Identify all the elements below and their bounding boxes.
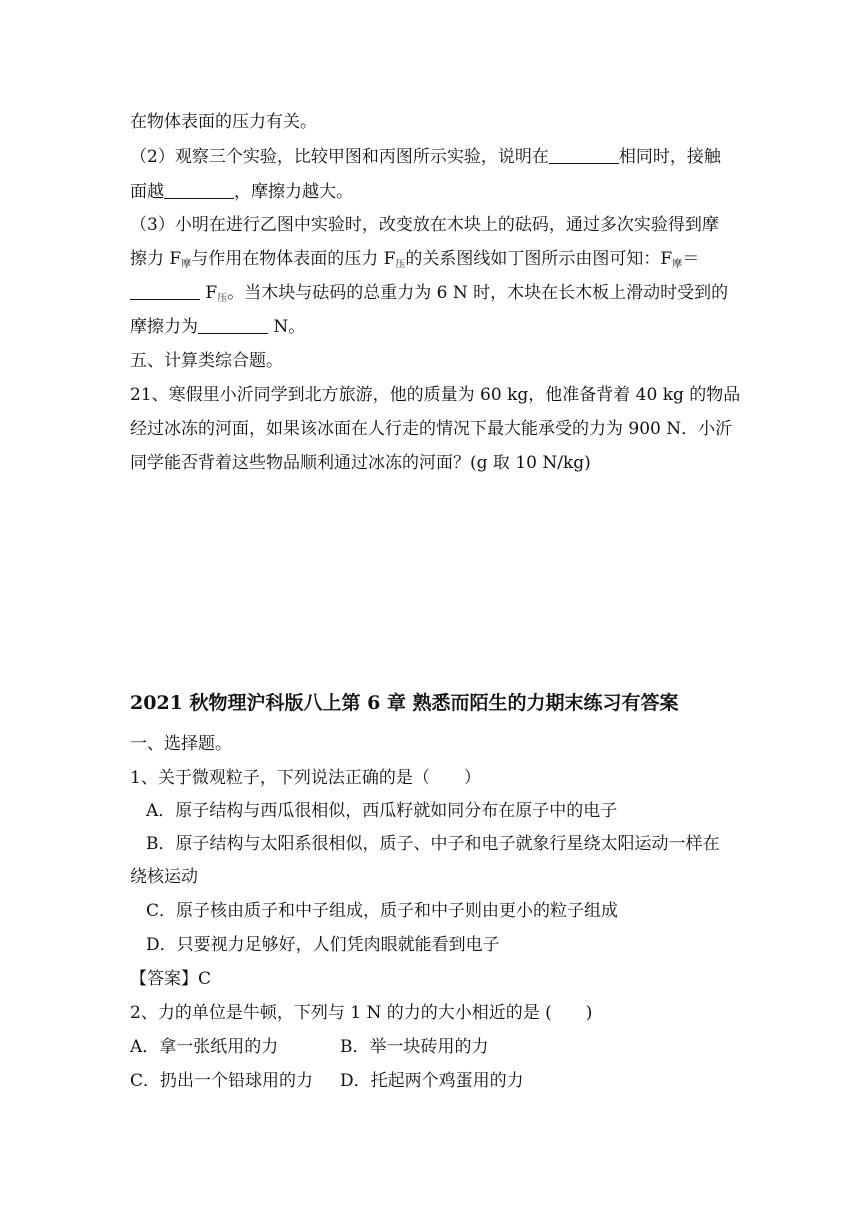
text-line xyxy=(130,111,740,133)
question-3-line xyxy=(130,248,740,270)
text-fragment: 【答案】C xyxy=(130,969,212,989)
option-b-continued xyxy=(130,866,740,888)
text-fragment: ，摩擦力越大。 xyxy=(234,182,353,202)
subscript: 摩 xyxy=(181,259,192,270)
text-fragment: 与作用在物体表面的压力 F xyxy=(191,249,396,269)
text-fragment: C．原子核由质子和中子组成，质子和中子则由更小的粒子组成 xyxy=(146,901,619,921)
text-fragment: N。 xyxy=(268,317,306,337)
text-fragment: 摩擦力为 xyxy=(130,317,198,337)
section-heading xyxy=(130,350,740,372)
subscript: 压 xyxy=(217,293,228,304)
question-3-line xyxy=(130,282,740,304)
text-fragment: 的关系图线如丁图所示由图可知：F xyxy=(405,249,673,269)
subscript: 摩 xyxy=(672,259,683,270)
text-fragment: 同学能否背着这些物品顺利通过冰冻的河面？(g 取 10 N/kg) xyxy=(130,453,591,473)
option-a xyxy=(146,800,756,822)
question-21-line xyxy=(130,384,740,406)
document-title xyxy=(130,690,750,716)
options-row xyxy=(130,1070,740,1092)
option-c xyxy=(146,900,756,922)
text-fragment: ＝ xyxy=(682,249,700,269)
text-fragment: （3）小明在进行乙图中实验时，改变放在木块上的砝码，通过多次实验得到摩 xyxy=(130,215,719,235)
question-2-line xyxy=(130,181,740,203)
question-3-line xyxy=(130,214,740,236)
text-fragment: 21、寒假里小沂同学到北方旅游，他的质量为 60 kg，他准备背着 40 kg 的物品 xyxy=(130,385,741,405)
answer-blank xyxy=(549,147,619,164)
question-21-line xyxy=(130,452,740,474)
text-fragment: 绕核运动 xyxy=(130,867,198,887)
text-fragment: 面越 xyxy=(130,182,164,202)
question-21-line xyxy=(130,418,740,440)
answer-line xyxy=(130,968,740,990)
options-row xyxy=(130,1036,740,1058)
option-c: C．扔出一个铅球用的力 xyxy=(130,1071,314,1091)
question-1-stem xyxy=(130,767,740,789)
text-fragment: 五、计算类综合题。 xyxy=(130,351,283,371)
text-fragment: 在物体表面的压力有关。 xyxy=(130,112,317,132)
title-text: 2021 秋物理沪科版八上第 6 章 熟悉而陌生的力期末练习有答案 xyxy=(130,692,679,714)
question-2-line xyxy=(130,146,740,168)
text-fragment: 2、力的单位是牛顿，下列与 1 N 的力的大小相近的是 ( ) xyxy=(130,1003,593,1023)
text-fragment: 1、关于微观粒子，下列说法正确的是（ ） xyxy=(130,768,481,788)
question-2-stem xyxy=(130,1002,740,1024)
option-b xyxy=(146,833,756,855)
option-b: B．举一块砖用的力 xyxy=(340,1037,489,1057)
answer-blank xyxy=(164,182,234,199)
option-d xyxy=(146,934,756,956)
answer-blank xyxy=(130,283,200,300)
text-fragment: （2）观察三个实验，比较甲图和丙图所示实验，说明在 xyxy=(130,147,549,167)
subscript: 压 xyxy=(395,259,406,270)
question-3-line xyxy=(130,316,740,338)
text-fragment: 擦力 F xyxy=(130,249,182,269)
text-fragment: 。当木块与砝码的总重力为 6 N 时，木块在长木板上滑动时受到的 xyxy=(227,283,729,303)
section-heading xyxy=(130,733,740,755)
text-fragment: 相同时，接触 xyxy=(618,147,721,167)
text-fragment: 经过冰冻的河面，如果该冰面在人行走的情况下最大能承受的力为 900 N．小沂 xyxy=(130,419,733,439)
answer-blank xyxy=(198,317,268,334)
text-fragment: 一、选择题。 xyxy=(130,734,232,754)
text-fragment: B．原子结构与太阳系很相似，质子、中子和电子就象行星绕太阳运动一样在 xyxy=(146,834,720,854)
text-fragment: A．原子结构与西瓜很相似，西瓜籽就如同分布在原子中的电子 xyxy=(146,801,618,821)
text-fragment: D．只要视力足够好，人们凭肉眼就能看到电子 xyxy=(146,935,500,955)
option-a: A．拿一张纸用的力 xyxy=(130,1037,279,1057)
option-d: D．托起两个鸡蛋用的力 xyxy=(340,1071,524,1091)
text-fragment: F xyxy=(200,283,218,303)
